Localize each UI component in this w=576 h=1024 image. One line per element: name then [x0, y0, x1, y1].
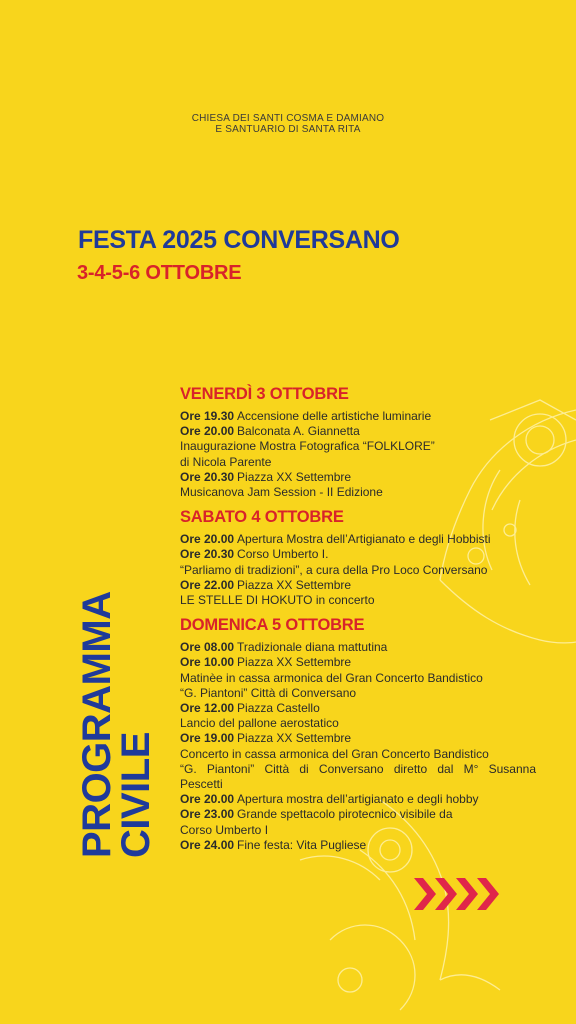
schedule-entry [180, 792, 536, 807]
schedule-entry [180, 409, 536, 424]
entry-text: di Nicola Parente [180, 454, 272, 469]
day-heading: SABATO 4 OTTOBRE [180, 508, 344, 527]
programma-civile-title [75, 528, 158, 858]
entry-text: Piazza Castello [237, 701, 320, 716]
church-name [0, 113, 576, 135]
entry-text: Accensione delle artistiche luminarie [237, 409, 432, 423]
entry-text: Inaugurazione Mostra Fotografica “FOLKLORE” [180, 439, 435, 454]
schedule-entry [180, 655, 536, 670]
entry-time: Ore 12.00 [180, 701, 235, 716]
day-heading: VENERDÌ 3 OTTOBRE [180, 385, 349, 403]
day-block-saturday [180, 507, 536, 608]
entry-time: Ore 20.30 [180, 469, 235, 484]
chevron-right-icon [414, 876, 500, 912]
entry-text: Balconata A. Giannetta [237, 424, 360, 439]
day-block-sunday [180, 615, 536, 853]
entry-text: Pescetti [180, 777, 223, 792]
day-heading: DOMENICA 5 OTTOBRE [180, 616, 365, 635]
entry-time: Ore 20.00 [180, 532, 235, 547]
schedule-entry [180, 532, 536, 547]
entry-text: Matinèe in cassa armonica del Gran Concerto Bandistico [180, 670, 483, 685]
entry-time: Ore 19.00 [180, 731, 235, 746]
entry-text: “G. Piantoni” Città di Conversano diretto dal M° Susanna [180, 761, 536, 776]
church-line-2: E SANTUARIO DI SANTA RITA [215, 124, 361, 135]
entry-text: Piazza XX Settembre [237, 655, 352, 670]
entry-text: Apertura Mostra dell’Artigianato e degli Hobbisti [237, 532, 491, 547]
schedule-entry [180, 838, 536, 853]
entry-time: Ore 20.00 [180, 424, 235, 439]
entry-text: Piazza XX Settembre [237, 577, 352, 592]
entry-text: Musicanova Jam Session - II Edizione [180, 485, 383, 500]
side-title-line-2: CIVILE [114, 732, 158, 858]
program-schedule [180, 384, 536, 860]
entry-time: Ore 23.00 [180, 807, 235, 822]
entry-text: “Parliamo di tradizioni”, a cura della Pro Loco Conversano [180, 562, 488, 577]
entry-time: Ore 24.00 [180, 837, 235, 852]
schedule-entry [180, 807, 536, 822]
schedule-entry [180, 701, 536, 716]
entry-time: Ore 20.00 [180, 792, 235, 807]
entry-text: Piazza XX Settembre [237, 731, 352, 746]
schedule-entry [180, 547, 536, 562]
church-line-1: CHIESA DEI SANTI COSMA E DAMIANO [191, 113, 385, 124]
entry-text: Corso Umberto I. [237, 547, 329, 562]
entry-text: LE STELLE DI HOKUTO in concerto [180, 593, 375, 608]
schedule-entry [180, 424, 536, 439]
entry-time: Ore 22.00 [180, 577, 235, 592]
schedule-entry [180, 470, 536, 485]
entry-text: Concerto in cassa armonica del Gran Concerto Bandistico [180, 746, 489, 761]
schedule-entry [180, 640, 536, 655]
side-title-line-1: PROGRAMMA [75, 591, 119, 858]
entry-text: Piazza XX Settembre [237, 469, 352, 484]
entry-text: Apertura mostra dell’artigianato e degli hobby [237, 792, 479, 807]
entry-time: Ore 20.30 [180, 547, 235, 562]
schedule-entry [180, 578, 536, 593]
entry-text: Tradizionale diana mattutina [237, 640, 388, 655]
day-block-friday [180, 384, 536, 500]
entry-text: Fine festa: Vita Pugliese [237, 837, 367, 852]
entry-text: Corso Umberto I [180, 822, 269, 837]
entry-time: Ore 10.00 [180, 655, 235, 670]
event-dates: 3-4-5-6 OTTOBRE [77, 262, 242, 284]
entry-text: Lancio del pallone aerostatico [180, 716, 339, 731]
entry-text: Grande spettacolo pirotecnico visibile da [237, 807, 453, 822]
schedule-entry [180, 731, 536, 746]
entry-time: Ore 19.30 [180, 409, 235, 423]
event-title: FESTA 2025 CONVERSANO [78, 226, 400, 254]
entry-text: “G. Piantoni” Città di Conversano [180, 685, 357, 700]
entry-time: Ore 08.00 [180, 640, 235, 655]
